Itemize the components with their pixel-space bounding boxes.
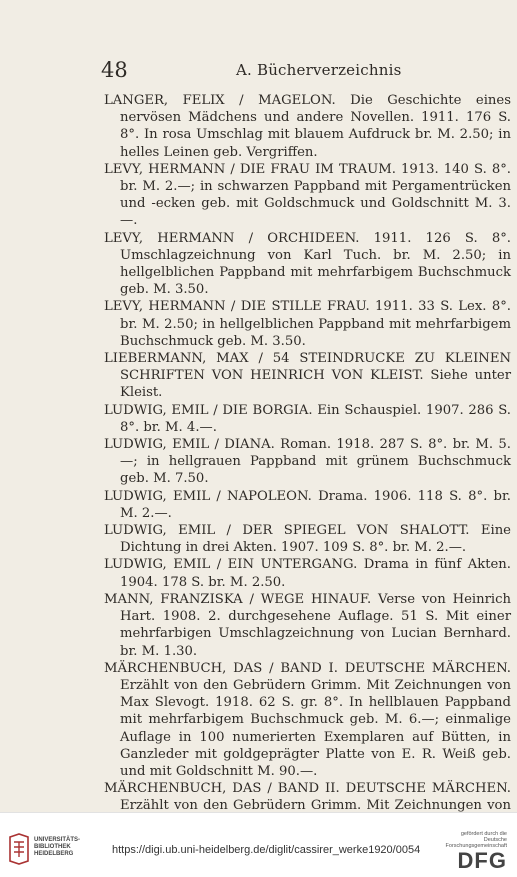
funder-logo[interactable]: gefördert durch die Deutsche Forschungsgemeinschaft DFG bbox=[445, 831, 507, 873]
entry-heading: LUDWIG, EMIL / DIE BORGIA. bbox=[104, 402, 313, 418]
entry-description: Erzählt von den Gebrüdern Grimm. Mit Zeichnungen von Max Slevogt. 1918. 62 S. gr. 8°. In hellblauen Pappband mit mehrfarbigem Buchschmuck geb. M. 6.—; einmalige Auflage in 100 numerierten Exemplaren auf Bütten, in Ganzleder mit goldgeprägter Platte von E. R. Weiß geb. und mit Goldschnitt M. 90.—. bbox=[120, 677, 511, 779]
entry-heading: LUDWIG, EMIL / DIANA. bbox=[104, 437, 275, 453]
entry-heading: LEVY, HERMANN / DIE STILLE FRAU. bbox=[104, 299, 370, 315]
catalog-entry bbox=[104, 488, 511, 522]
entry-description: Erzählt von den Gebrüdern Grimm. Mit Zeichnungen von bbox=[120, 798, 511, 812]
catalog-entry bbox=[104, 298, 511, 350]
catalog-entry bbox=[104, 92, 511, 161]
entry-heading: LEVY, HERMANN / DIE FRAU IM TRAUM. bbox=[104, 161, 396, 177]
entry-description: 1911. 126 S. 8°. Umschlagzeichnung von Karl Tuch. br. M. 2.50; in hellgelblichen Pappband mit mehrfarbigem Buchschmuck geb. M. 3.50. bbox=[120, 230, 511, 298]
catalog-entry bbox=[104, 522, 511, 556]
entry-heading: LIEBERMANN, MAX / 54 STEINDRUCKE ZU KLEINEN SCHRIFTEN VON HEINRICH VON KLEIST. bbox=[104, 351, 511, 384]
catalog-entry bbox=[104, 230, 511, 299]
entry-description: Eine Dichtung in drei Akten. 1907. 109 S. 8°. br. M. 2.—. bbox=[120, 523, 511, 556]
entry-description: 1911. 33 S. Lex. 8°. br. M. 2.50; in hellgelblichen Pappband mit mehrfarbigem Buchschmuck geb. M. 3.50. bbox=[120, 299, 511, 349]
library-seal-icon bbox=[8, 833, 30, 865]
entry-heading: LANGER, FELIX / MAGELON. bbox=[104, 93, 336, 108]
entry-description: Ein Schauspiel. 1907. 286 S. 8°. br. M. 4.—. bbox=[120, 402, 511, 435]
catalog-entry bbox=[104, 556, 511, 590]
catalog-entry bbox=[104, 660, 511, 780]
catalog-entries bbox=[104, 92, 511, 812]
entry-description: Die Geschichte eines nervösen Mädchens und andere Novellen. 1911. 176 S. 8°. In rosa Umschlag mit blauem Aufdruck br. M. 2.50; in helles Leinen geb. Vergriffen. bbox=[120, 93, 511, 160]
library-name: UNIVERSITÄTS- BIBLIOTHEK HEIDELBERG bbox=[34, 837, 81, 857]
catalog-entry bbox=[104, 436, 511, 488]
catalog-entry bbox=[104, 591, 511, 660]
catalog-entry bbox=[104, 780, 511, 812]
entry-heading: MÄRCHENBUCH, DAS / BAND I. DEUTSCHE MÄRCHEN. bbox=[104, 660, 511, 676]
entry-description: Verse von Heinrich Hart. 1908. 2. durchgesehene Auflage. 51 S. Mit einer mehrfarbigen Umschlagzeichnung von Lucian Bernhard. br. M. 1.30. bbox=[120, 591, 511, 659]
running-title: A. Bücherverzeichnis bbox=[236, 61, 402, 79]
entry-description: Roman. 1918. 287 S. 8°. br. M. 5.—; in hellgrauen Pappband mit grünem Buchschmuck geb. M. 7.50. bbox=[120, 437, 511, 487]
entry-heading: LUDWIG, EMIL / NAPOLEON. bbox=[104, 488, 312, 504]
catalog-entry bbox=[104, 402, 511, 436]
entry-heading: LUDWIG, EMIL / EIN UNTERGANG. bbox=[104, 557, 358, 573]
entry-description: Drama. 1906. 118 S. 8°. br. M. 2.—. bbox=[120, 488, 511, 521]
entry-heading: MANN, FRANZISKA / WEGE HINAUF. bbox=[104, 591, 372, 607]
permalink-url[interactable]: https://digi.ub.uni-heidelberg.de/diglit/cassirer_werke1920/0054 bbox=[112, 844, 421, 856]
entry-heading: LEVY, HERMANN / ORCHIDEEN. bbox=[104, 230, 360, 246]
catalog-entry bbox=[104, 350, 511, 402]
entry-heading: MÄRCHENBUCH, DAS / BAND II. DEUTSCHE MÄRCHEN. bbox=[104, 781, 511, 797]
catalog-entry bbox=[104, 161, 511, 230]
library-logo[interactable] bbox=[8, 833, 108, 869]
entry-description: 1913. 140 S. 8°. br. M. 2.—; in schwarzen Pappband mit Pergamentrücken und -ecken geb. mit Goldschmuck und Goldschnitt M. 3.—. bbox=[120, 161, 511, 229]
entry-description: Drama in fünf Akten. 1904. 178 S. br. M. 2.50. bbox=[120, 557, 511, 590]
viewer-footer bbox=[0, 812, 517, 877]
page-header bbox=[0, 58, 517, 88]
dfg-logo: DFG bbox=[457, 848, 507, 873]
page-number: 48 bbox=[101, 58, 128, 82]
entry-description: Siehe unter Kleist. bbox=[120, 368, 511, 401]
entry-heading: LUDWIG, EMIL / DER SPIEGEL VON SHALOTT. bbox=[104, 523, 470, 539]
